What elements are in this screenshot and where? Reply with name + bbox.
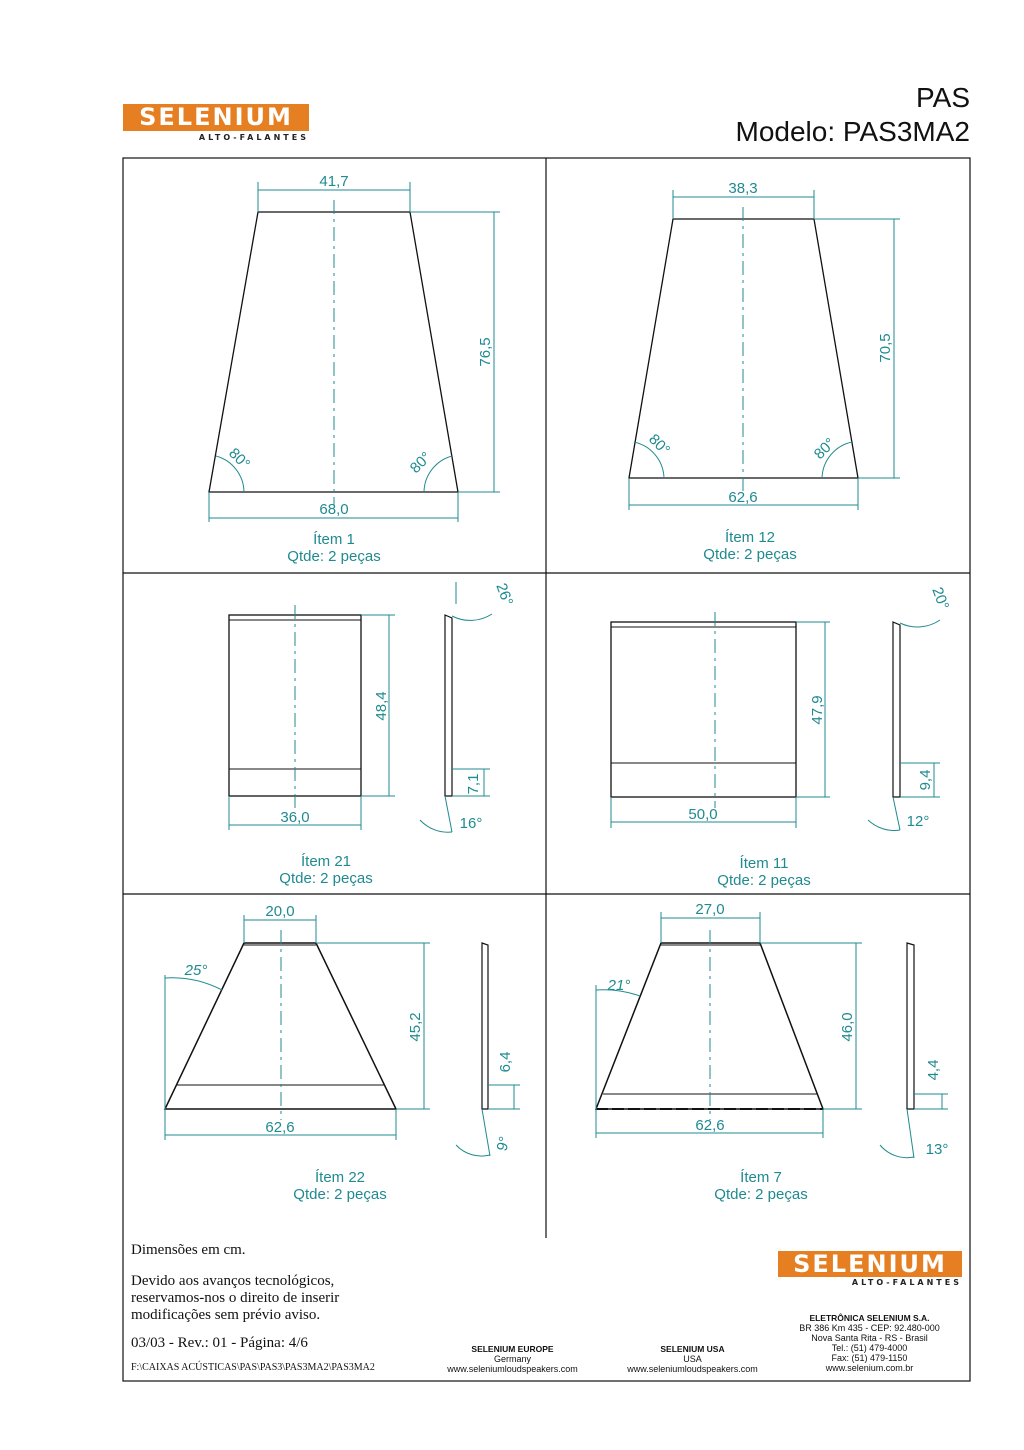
revision-info: 03/03 - Rev.: 01 - Página: 4/6	[131, 1335, 308, 1351]
dim-height: 70,5	[877, 333, 894, 363]
dim-height: 48,4	[373, 691, 390, 721]
part-caption	[600, 529, 900, 563]
part-item-1	[209, 173, 500, 522]
dim-bottom: 62,6	[265, 1119, 295, 1136]
dim-angle-left: 80°	[225, 444, 254, 473]
dim-top: 27,0	[695, 901, 725, 918]
dim-edge: 7,1	[465, 773, 482, 795]
dim-height: 76,5	[477, 337, 494, 367]
dim-height: 46,0	[839, 1012, 856, 1042]
part-name: Ítem 21	[300, 853, 352, 870]
office-link[interactable]: www.selenium.com.br	[825, 1363, 914, 1373]
part-caption	[611, 1169, 911, 1203]
part-name: Ítem 7	[740, 1169, 782, 1186]
office-line: Fax: (51) 479-1150	[831, 1353, 908, 1363]
dim-height: 47,9	[809, 695, 826, 725]
office-brazil	[772, 1313, 967, 1373]
part-caption	[184, 531, 484, 565]
selenium-logo: SELENIUM	[123, 104, 309, 131]
dim-bottom: 68,0	[319, 501, 349, 518]
part-name: Ítem 11	[739, 855, 789, 872]
part-item-11	[611, 585, 952, 831]
disclaimer-line: reservamos-nos o direito de inserir	[131, 1290, 340, 1306]
office-title: ELETRÔNICA SELENIUM S.A.	[809, 1313, 930, 1323]
dim-edge: 9,4	[917, 769, 934, 791]
doc-title: PAS	[916, 82, 970, 113]
disclaimer	[131, 1273, 339, 1324]
part-qty: Qtde: 2 peças	[714, 1186, 808, 1203]
office-title: SELENIUM EUROPE	[471, 1344, 554, 1354]
dim-angle-right: 80°	[406, 448, 435, 477]
disclaimer-line: modificações sem prévio aviso.	[131, 1307, 321, 1323]
dim-edge: 4,4	[925, 1059, 942, 1081]
dim-bottom: 62,6	[695, 1117, 725, 1134]
part-item-12	[629, 180, 900, 510]
dim-top: 41,7	[319, 173, 349, 190]
dim-angle-bottom: 9°	[493, 1134, 514, 1153]
units-note: Dimensões em cm.	[131, 1242, 246, 1258]
part-name: Ítem 12	[724, 529, 776, 546]
dim-angle-side: 25°	[184, 962, 208, 979]
dim-top: 38,3	[728, 180, 758, 197]
part-name: Ítem 22	[314, 1169, 366, 1186]
part-side-profile	[907, 943, 914, 1109]
dim-angle-side: 21°	[607, 977, 631, 994]
part-qty: Qtde: 2 peças	[279, 870, 373, 887]
part-item-21	[229, 581, 516, 832]
dim-angle-bottom: 12°	[906, 813, 930, 830]
office-line: Germany	[493, 1354, 531, 1364]
dim-angle-left: 80°	[645, 430, 674, 459]
part-outline	[611, 622, 796, 797]
office-title: SELENIUM USA	[660, 1344, 725, 1354]
part-qty: Qtde: 2 peças	[293, 1186, 387, 1203]
part-caption	[190, 1169, 490, 1203]
file-path: F:\CAIXAS ACÚSTICAS\PAS\PAS3\PAS3MA2\PAS3MA2	[131, 1362, 375, 1373]
part-qty: Qtde: 2 peças	[717, 872, 811, 889]
office-link[interactable]: www.seleniumloudspeakers.com	[447, 1364, 578, 1374]
dim-width: 36,0	[280, 809, 310, 826]
logo-tagline: ALTO-FALANTES	[198, 133, 309, 142]
model-title: Modelo: PAS3MA2	[735, 116, 970, 147]
office-line: USA	[683, 1354, 702, 1364]
dim-angle-bottom: 13°	[925, 1141, 949, 1158]
dim-width: 50,0	[688, 806, 718, 823]
part-qty: Qtde: 2 peças	[703, 546, 797, 563]
dim-angle-right: 80°	[810, 434, 839, 463]
office-link[interactable]: www.seleniumloudspeakers.com	[627, 1364, 758, 1374]
dim-edge: 6,4	[497, 1051, 514, 1073]
dim-angle-bottom: 16°	[459, 815, 483, 832]
dim-angle-top: 26°	[492, 580, 517, 609]
selenium-logo: SELENIUM	[778, 1251, 962, 1277]
part-side-profile	[445, 615, 452, 796]
disclaimer-line: Devido aos avanços tecnológicos,	[131, 1273, 335, 1289]
office-usa	[600, 1344, 785, 1374]
part-item-7	[596, 901, 948, 1158]
part-qty: Qtde: 2 peças	[287, 548, 381, 565]
dim-bottom: 62,6	[728, 489, 758, 506]
part-caption	[614, 855, 914, 889]
office-line: Tel.: (51) 479-4000	[831, 1343, 908, 1353]
office-line: Nova Santa Rita - RS - Brasil	[811, 1333, 928, 1343]
part-name: Ítem 1	[313, 531, 355, 548]
part-side-profile	[482, 943, 488, 1109]
office-europe	[420, 1344, 605, 1374]
part-side-profile	[893, 622, 900, 797]
office-line: BR 386 Km 435 - CEP: 92.480-000	[799, 1323, 940, 1333]
dim-height: 45,2	[407, 1012, 424, 1042]
dim-angle-top: 20°	[928, 584, 953, 613]
logo-tagline: ALTO-FALANTES	[851, 1278, 962, 1287]
part-item-22	[165, 903, 520, 1156]
dim-top: 20,0	[265, 903, 295, 920]
part-caption	[176, 853, 476, 887]
